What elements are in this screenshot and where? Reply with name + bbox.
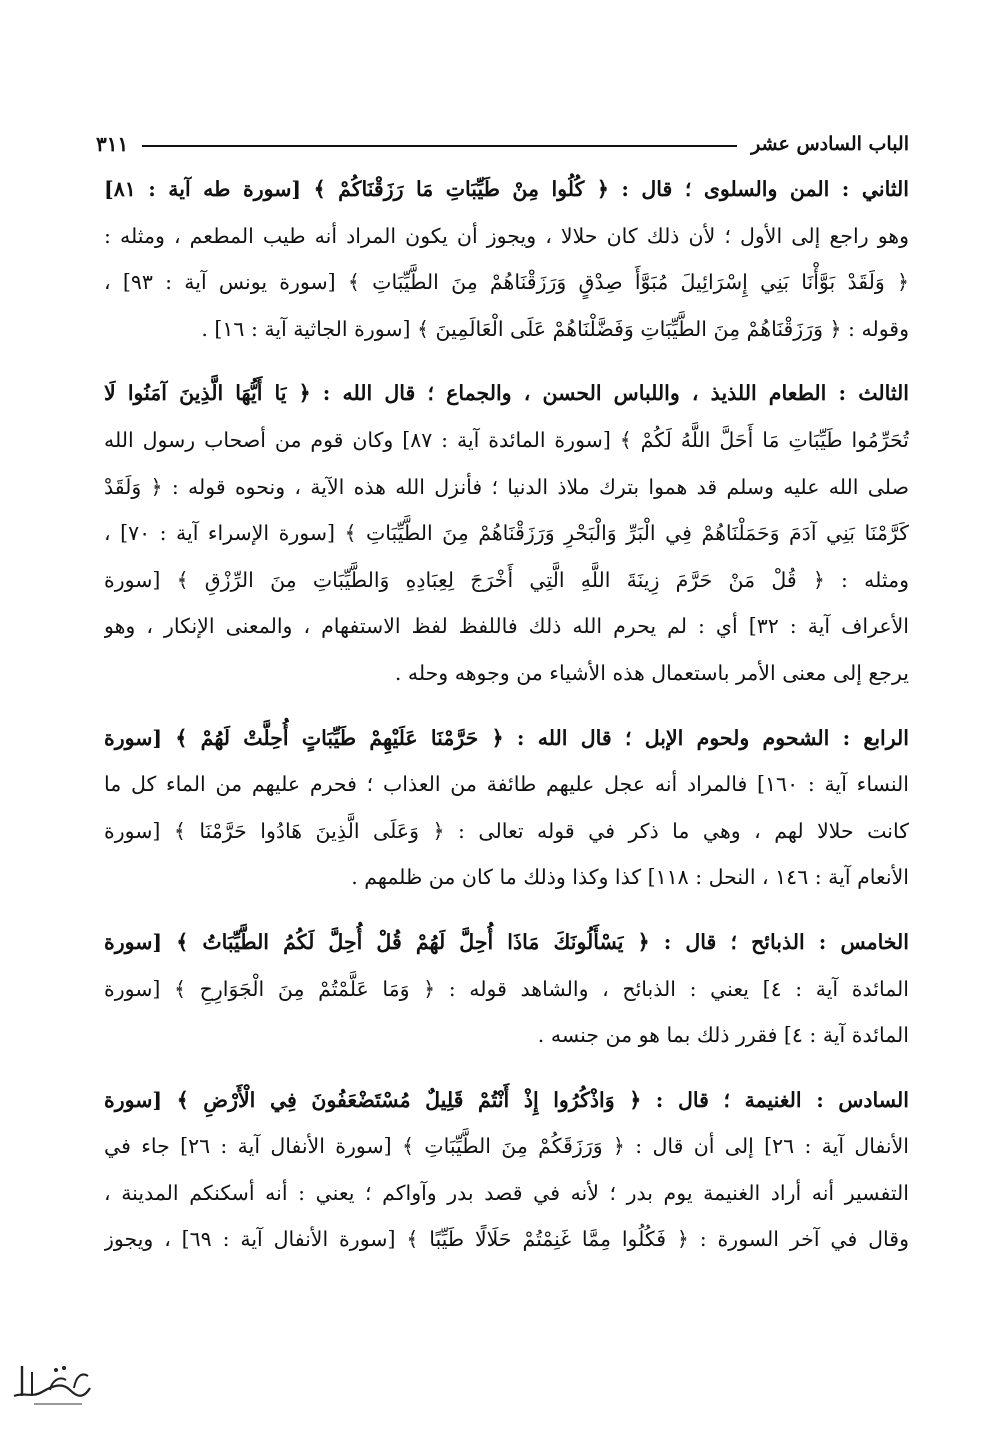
text-line: المائدة آية : ٤] فقرر ذلك بما هو من جنسه . bbox=[537, 1023, 909, 1048]
text-line: الثالث : الطعام اللذيذ ، واللباس الحسن ، والجماع ؛ قال الله : ﴿ يَا أَيُّهَا الَّذِينَ آمَنُوا لَا bbox=[104, 381, 909, 406]
paragraph bbox=[104, 370, 909, 696]
text-line: الأنفال آية : ٢٦] إلى أن قال : ﴿ وَرَزَقَكُمْ مِنَ الطَّيِّبَاتِ ﴾ [سورة الأنفال آية : ٢٦] جاء في bbox=[104, 1134, 909, 1159]
text-line: ﴿ وَلَقَدْ بَوَّأْنَا بَنِي إِسْرَائِيلَ مُبَوَّأَ صِدْقٍ وَرَزَقْنَاهُمْ مِنَ الطَّيِّبَاتِ ﴾ [سورة يونس آية : ٩٣] ، bbox=[104, 270, 909, 295]
text-line: صلى الله عليه وسلم قد هموا بترك ملاذ الدنيا ؛ فأنزل الله هذه الآية ، ونحوه قوله : ﴿ وَلَقَدْ bbox=[104, 474, 909, 499]
page-number: ٣١١ bbox=[96, 132, 129, 156]
text-line: كانت حلالا لهم ، وهي ما ذكر في قوله تعالى : ﴿ وَعَلَى الَّذِينَ هَادُوا حَرَّمْنَا ﴾ [سورة bbox=[104, 818, 909, 843]
text-line: وقال في آخر السورة : ﴿ فَكُلُوا مِمَّا غَنِمْتُمْ حَلَالًا طَيِّبًا ﴾ [سورة الأنفال آية : ٦٩] ، ويجوز bbox=[104, 1227, 909, 1252]
text-line: الخامس : الذبائح ؛ قال : ﴿ يَسْأَلُونَكَ مَاذَا أُحِلَّ لَهُمْ قُلْ أُحِلَّ لَكُمُ الطَّيِّبَاتُ ﴾ [سورة bbox=[104, 929, 909, 954]
text-line: الأعراف آية : ٣٢] أي : لم يحرم الله ذلك فاللفظ لفظ الاستفهام ، والمعنى الإنكار ، وهو bbox=[104, 614, 909, 639]
paragraph bbox=[104, 1077, 909, 1263]
text-line: الرابع : الشحوم ولحوم الإبل ؛ قال الله : ﴿ حَرَّمْنَا عَلَيْهِمْ طَيِّبَاتٍ أُحِلَّتْ لَهُمْ ﴾ [سورة bbox=[104, 725, 909, 750]
text-line: الأنعام آية : ١٤٦ ، النحل : ١١٨] كذا وكذا وذلك ما كان من ظلمهم . bbox=[351, 865, 909, 890]
page-body bbox=[104, 166, 909, 1263]
text-line: الثاني : المن والسلوى ؛ قال : ﴿ كُلُوا مِنْ طَيِّبَاتِ مَا رَزَقْنَاكُمْ ﴾ [سورة طه آية : ٨١] bbox=[104, 177, 909, 201]
calligraphy-seal-icon bbox=[4, 1352, 96, 1410]
header-rule bbox=[142, 145, 737, 147]
chapter-title: الباب السادس عشر bbox=[751, 133, 909, 155]
paragraph bbox=[104, 919, 909, 1059]
text-line: كَرَّمْنَا بَنِي آدَمَ وَحَمَلْنَاهُمْ فِي الْبَرِّ وَالْبَحْرِ وَرَزَقْنَاهُمْ مِنَ الطَّيِّبَاتِ ﴾ [سورة الإسراء آية : ٧٠] ، bbox=[104, 521, 909, 546]
text-line: التفسير أنه أراد الغنيمة يوم بدر ؛ لأنه في قصد بدر وآواكم ؛ يعني : أنه أسكنكم المدينة ، bbox=[104, 1180, 909, 1205]
text-line: السادس : الغنيمة ؛ قال : ﴿ وَاذْكُرُوا إِذْ أَنْتُمْ قَلِيلٌ مُسْتَضْعَفُونَ فِي الْأَرْضِ ﴾ [سورة bbox=[104, 1087, 909, 1112]
text-line: النساء آية : ١٦٠] فالمراد أنه عجل عليهم طائفة من العذاب ؛ فحرم عليهم من الماء كل ما bbox=[104, 772, 909, 797]
text-line: تُحَرِّمُوا طَيِّبَاتِ مَا أَحَلَّ اللَّهُ لَكُمْ ﴾ [سورة المائدة آية : ٨٧] وكان قوم من أصحاب رسول الله bbox=[104, 427, 909, 452]
text-line: يرجع إلى معنى الأمر باستعمال هذه الأشياء من وجوهه وحله . bbox=[394, 660, 909, 685]
paragraph bbox=[104, 715, 909, 901]
paragraph bbox=[104, 166, 909, 352]
text-line: وقوله : ﴿ وَرَزَقْنَاهُمْ مِنَ الطَّيِّبَاتِ وَفَضَّلْنَاهُمْ عَلَى الْعَالَمِينَ ﴾ [سورة الجاثية آية : ١٦] . bbox=[201, 316, 909, 341]
running-header bbox=[96, 126, 909, 162]
text-line: ومثله : ﴿ قُلْ مَنْ حَرَّمَ زِينَةَ اللَّهِ الَّتِي أَخْرَجَ لِعِبَادِهِ وَالطَّيِّبَاتِ مِنَ الرِّزْقِ ﴾ [سورة bbox=[104, 567, 909, 592]
text-line: وهو راجع إلى الأول ؛ لأن ذلك كان حلالا ، ويجوز أن يكون المراد أنه طيب المطعم ، ومثله : bbox=[104, 223, 909, 248]
text-line: المائدة آية : ٤] يعني : الذبائح ، والشاهد قوله : ﴿ وَمَا عَلَّمْتُمْ مِنَ الْجَوَارِحِ ﴾ [سورة bbox=[104, 976, 909, 1001]
seal-graphic bbox=[4, 1352, 96, 1410]
